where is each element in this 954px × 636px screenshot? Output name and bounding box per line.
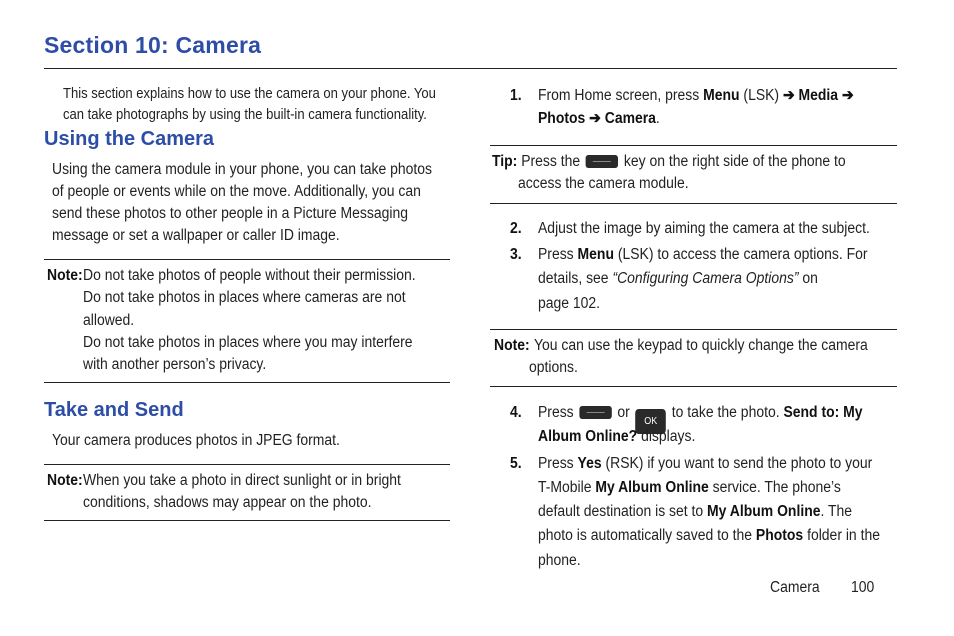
note1-top-rule [44,259,450,260]
step-1-number: 1. [510,87,522,104]
step-5-line-4: photo is automatically saved to the Photos folder in the [538,527,880,544]
step-1-line-2: Photos ➔ Camera. [538,110,660,127]
note2-label: Note: [47,472,83,489]
tip-line-2: access the camera module. [518,175,689,192]
step-1-line-1: From Home screen, press Menu (LSK) ➔ Media ➔ [538,87,854,104]
heading-take-and-send: Take and Send [44,399,184,421]
step-3-line-2: details, see “Configuring Camera Options” on [538,270,818,287]
step-2-number: 2. [510,220,522,237]
note-label: Note: [494,337,530,354]
note1-label: Note: [47,267,83,284]
ok-key-icon: OK [636,409,667,434]
note2-line-2: conditions, shadows may appear on the photo. [83,494,372,511]
note1-bottom-rule [44,382,450,383]
note-line-1: You can use the keypad to quickly change the camera [534,337,868,354]
step-3-line-3: page 102. [538,295,601,312]
tip-line-1: Tip: Press the key on the right side of the phone to [492,153,846,170]
page-title: Section 10: Camera [44,32,262,58]
step-5-number: 5. [510,455,522,472]
note1-line-3: allowed. [83,312,135,329]
intro-line-1: This section explains how to use the camera on your phone. You [63,86,436,102]
note1-line-4: Do not take photos in places where you may interfere [83,334,413,351]
tip-top-rule [490,145,897,146]
using-body-line-2: of people or events while on the move. Additionally, you can [52,183,421,200]
take-body: Your camera produces photos in JPEG format. [52,432,340,449]
step-5-line-3: default destination is set to My Album Online. The [538,503,853,520]
intro-line-2: can take photographs by using the built-in camera functionality. [63,107,427,123]
step-3-line-1: Press Menu (LSK) to access the camera options. For [538,246,868,263]
step-5-line-1: Press Yes (RSK) if you want to send the photo to your [538,455,873,472]
note-bottom-rule [490,386,897,387]
footer-label: Camera [770,579,820,596]
using-body-line-1: Using the camera module in your phone, you can take photos [52,161,432,178]
camera-key-icon [579,406,611,419]
step-4-line-2: Album Online? displays. [538,428,696,445]
step-3-number: 3. [510,246,522,263]
note2-top-rule [44,464,450,465]
page-number: 100 [851,579,875,596]
title-divider [44,68,897,69]
side-key-icon [586,155,618,168]
note-line-2: options. [529,359,578,376]
cross-reference-link[interactable]: “Configuring Camera Options” [612,270,799,287]
tip-bottom-rule [490,203,897,204]
step-4-number: 4. [510,404,522,421]
note-top-rule [490,329,897,330]
note1-line-1: Do not take photos of people without their permission. [83,267,416,284]
using-body-line-4: message or set a wallpaper or caller ID image. [52,227,340,244]
step-5-line-2: T-Mobile My Album Online service. The phone’s [538,479,841,496]
note1-line-5: with another person’s privacy. [83,356,267,373]
note2-bottom-rule [44,520,450,521]
heading-using-the-camera: Using the Camera [44,128,215,150]
step-5-line-5: phone. [538,552,581,569]
using-body-line-3: send these photos to other people in a Picture Messaging [52,205,408,222]
note1-line-2: Do not take photos in places where cameras are not [83,289,406,306]
step-2-text: Adjust the image by aiming the camera at the subject. [538,220,870,237]
step-4-line-1: Press or OK to take the photo. Send to: My [538,402,863,434]
note2-line-1: When you take a photo in direct sunlight or in bright [83,472,401,489]
